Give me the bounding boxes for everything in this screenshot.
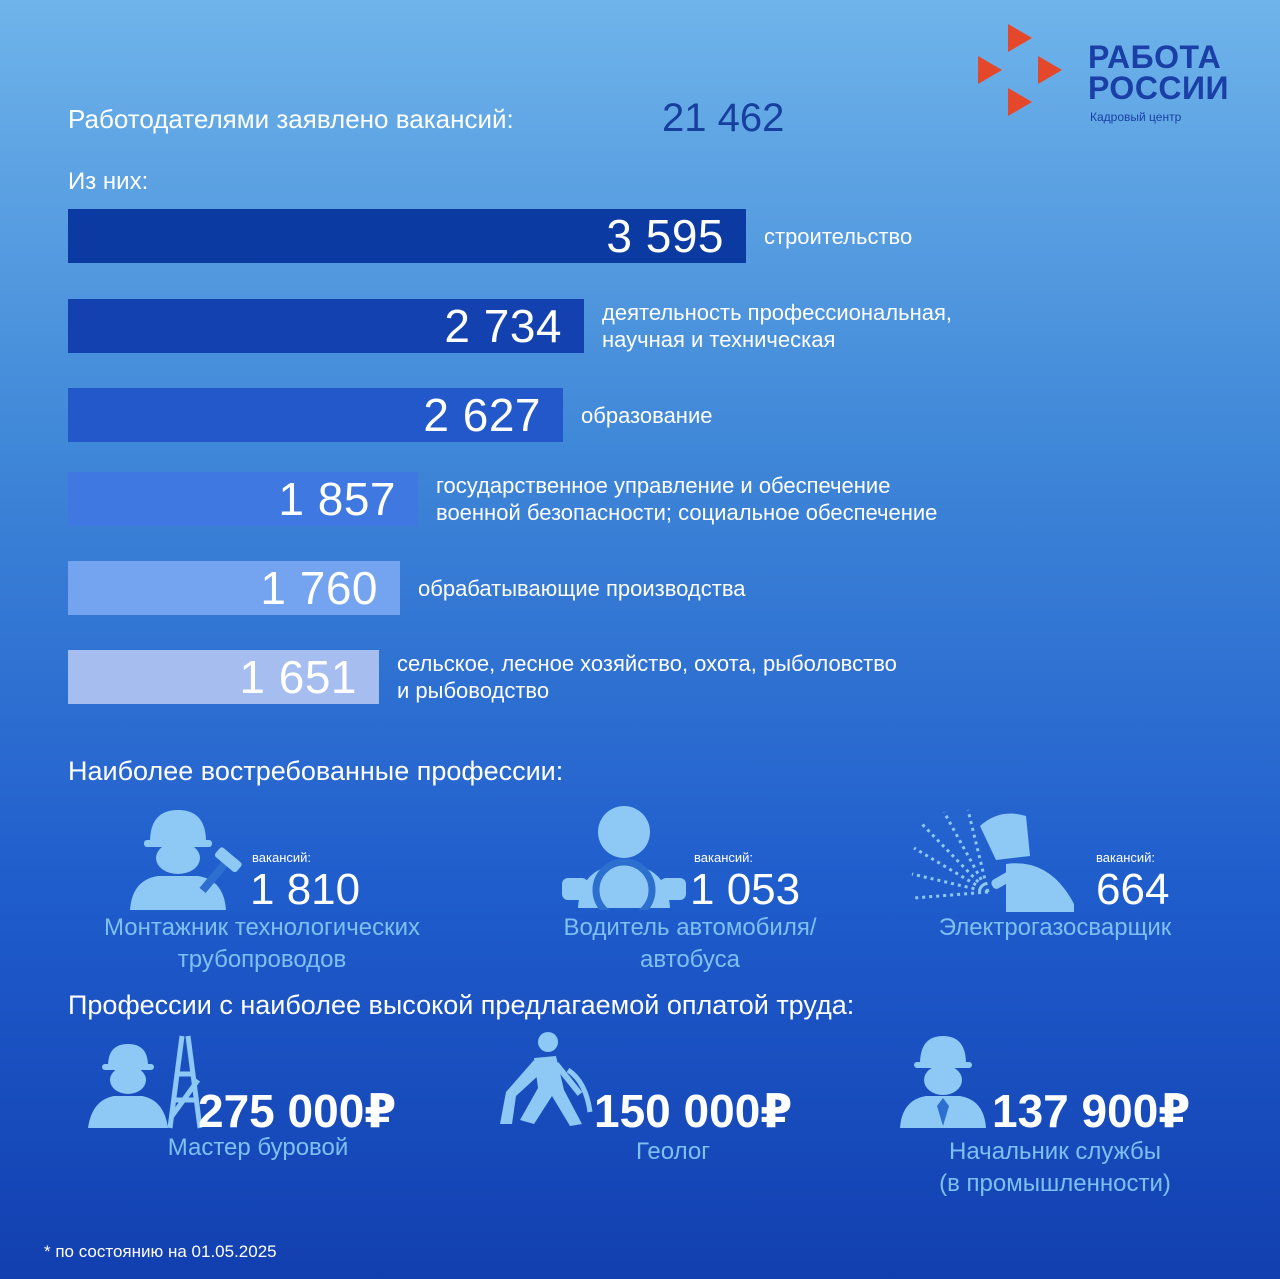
salary-amount: 275 000₽ [198,1085,397,1137]
bar-manufacturing [68,561,746,615]
bar-value: 1 760 [260,562,378,614]
profession-name: Электрогазосварщик [938,914,1172,941]
logo-arrows-icon [974,22,1084,122]
footnote: * по состоянию на 01.05.2025 [44,1242,277,1261]
demanded-section-title: Наиболее востребованные профессии: [68,756,564,786]
construction-worker-icon [128,806,246,910]
bar-agriculture [68,650,897,704]
welder-icon [910,808,1090,912]
driver-icon [558,804,690,910]
profession-name: Монтажник технологических трубопроводов [104,914,420,973]
salary-amount: 150 000₽ [594,1085,793,1137]
profession-name: Водитель автомобиля/ автобуса [563,914,817,973]
bar-label: обрабатывающие производства [418,575,746,601]
bar-value: 1 857 [278,473,396,525]
vacancies-count: 664 [1096,865,1170,914]
logo-subtitle: Кадровый центр [1090,110,1182,124]
logo-brand-line1: РАБОТА [1088,39,1222,75]
logo-brand-line2: РОССИИ [1088,70,1230,106]
bar-public-administration [68,472,938,526]
manager-icon [898,1032,988,1130]
bar-professional-activity [68,299,952,353]
salary-amount: 137 900₽ [992,1085,1191,1137]
vacancies-count: 1 053 [690,865,801,914]
bar-value: 2 627 [423,389,541,441]
vacancies-caption: вакансий: [1096,850,1156,865]
total-vacancies: 21 462 [662,96,785,140]
salary-profession-name: Геолог [636,1138,710,1165]
drilling-master-icon [86,1030,206,1130]
bar-label: сельское, лесное хозяйство, охота, рыболовство и рыбоводство [397,651,897,703]
of-them-label: Из них: [68,168,149,195]
salaries-section-title: Профессии с наиболее высокой предлагаемой оплатой труда: [68,990,855,1020]
vacancies-caption: вакансий: [694,850,754,865]
salary-profession-name: Мастер буровой [167,1134,349,1161]
geologist-icon [494,1030,594,1126]
bar-label: образование [581,402,713,428]
bar-value: 3 595 [606,210,724,262]
salary-profession-name: Начальник службы (в промышленности) [939,1138,1171,1197]
vacancies-count: 1 810 [250,865,361,914]
headline: Работодателями заявлено вакансий: [68,104,514,134]
bar-value: 1 651 [239,651,357,703]
bar-label: деятельность профессиональная, научная и техническая [602,300,952,352]
vacancies-caption: вакансий: [252,850,312,865]
logo [974,22,1244,130]
bar-value: 2 734 [444,300,562,352]
bar-label: государственное управление и обеспечение военной безопасности; социальное обеспечение [436,473,938,525]
bar-construction [68,209,913,263]
bar-education [68,388,713,442]
bar-label: строительство [764,223,913,249]
